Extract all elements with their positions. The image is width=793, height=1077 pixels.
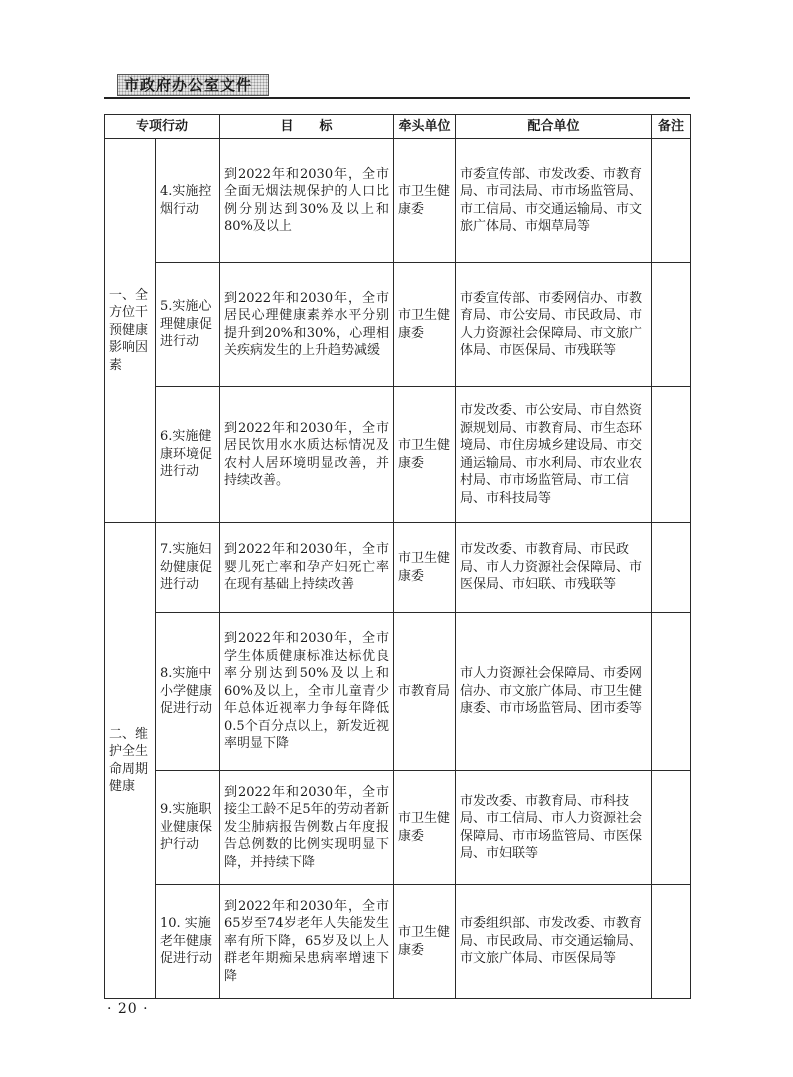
- goal-cell: 到2022年和2030年，全市全面无烟法规保护的人口比例分别达到30%及以上和80%及以上: [220, 139, 394, 263]
- column-header-action: 专项行动: [105, 115, 220, 139]
- goal-cell: 到2022年和2030年，全市学生体质健康标准达标优良率分别达到50%及以上和60%及以上，全市儿童青少年总体近视率力争每年降低0.5个百分点以上，新发近视率明显下降: [220, 613, 394, 771]
- partners-cell: 市发改委、市教育局、市民政局、市人力资源社会保障局、市医保局、市妇联、市残联等: [456, 523, 652, 613]
- partners-cell: 市委宣传部、市发改委、市教育局、市司法局、市市场监管局、市工信局、市交通运输局、市文旅广体局、市烟草局等: [456, 139, 652, 263]
- note-cell: [652, 613, 691, 771]
- lead-cell: 市卫生健康委: [394, 263, 456, 387]
- note-cell: [652, 387, 691, 523]
- table-row: [105, 139, 691, 263]
- action-cell: 6.实施健康环境促进行动: [156, 387, 220, 523]
- lead-cell: 市卫生健康委: [394, 139, 456, 263]
- partners-cell: 市发改委、市公安局、市自然资源规划局、市教育局、市生态环境局、市住房城乡建设局、市交通运输局、市水利局、市农业农村局、市市场监管局、市工信局、市科技局等: [456, 387, 652, 523]
- action-cell: 5.实施心理健康促进行动: [156, 263, 220, 387]
- note-cell: [652, 263, 691, 387]
- goal-cell: 到2022年和2030年，全市居民心理健康素养水平分别提升到20%和30%，心理相关疾病发生的上升趋势减缓: [220, 263, 394, 387]
- category-cell: 一、全方位干预健康影响因素: [105, 139, 156, 523]
- action-cell: 9.实施职业健康保护行动: [156, 771, 220, 885]
- goal-cell: 到2022年和2030年，全市65岁至74岁老年人失能发生率有所下降，65岁及以上人群老年期痴呆患病率增速下降: [220, 885, 394, 999]
- column-header-note: 备注: [652, 115, 691, 139]
- table-row: [105, 263, 691, 387]
- partners-cell: 市人力资源社会保障局、市委网信办、市文旅广体局、市卫生健康委、市市场监管局、团市委等: [456, 613, 652, 771]
- action-cell: 8.实施中小学健康促进行动: [156, 613, 220, 771]
- lead-cell: 市卫生健康委: [394, 771, 456, 885]
- table-row: [105, 523, 691, 613]
- lead-cell: 市卫生健康委: [394, 523, 456, 613]
- partners-cell: 市委宣传部、市委网信办、市教育局、市公安局、市民政局、市人力资源社会保障局、市文旅广体局、市医保局、市残联等: [456, 263, 652, 387]
- goal-cell: 到2022年和2030年，全市居民饮用水水质达标情况及农村人居环境明显改善，并持续改善。: [220, 387, 394, 523]
- partners-cell: 市发改委、市教育局、市科技局、市工信局、市人力资源社会保障局、市市场监管局、市医保局、市妇联等: [456, 771, 652, 885]
- page-number: · 20 ·: [107, 1001, 149, 1017]
- note-cell: [652, 139, 691, 263]
- action-table: [104, 114, 691, 999]
- table-header-row: [105, 115, 691, 139]
- table-row: [105, 885, 691, 999]
- partners-cell: 市委组织部、市发改委、市教育局、市民政局、市交通运输局、市文旅广体局、市医保局等: [456, 885, 652, 999]
- category-cell: 二、维护全生命周期健康: [105, 523, 156, 999]
- action-cell: 10. 实施老年健康促进行动: [156, 885, 220, 999]
- action-cell: 7.实施妇幼健康促进行动: [156, 523, 220, 613]
- note-cell: [652, 523, 691, 613]
- goal-cell: 到2022年和2030年，全市接尘工龄不足5年的劳动者新发尘肺病报告例数占年度报告总例数的比例实现明显下降，并持续下降: [220, 771, 394, 885]
- note-cell: [652, 771, 691, 885]
- column-header-lead: 牵头单位: [394, 115, 456, 139]
- goal-cell: 到2022年和2030年，全市婴儿死亡率和孕产妇死亡率在现有基础上持续改善: [220, 523, 394, 613]
- column-header-goal: 目 标: [220, 115, 394, 139]
- table-row: [105, 613, 691, 771]
- column-header-partners: 配合单位: [456, 115, 652, 139]
- header-rule: [104, 97, 690, 99]
- lead-cell: 市卫生健康委: [394, 387, 456, 523]
- table-row: [105, 387, 691, 523]
- document-header-label: 市政府办公室文件: [117, 74, 269, 96]
- lead-cell: 市教育局: [394, 613, 456, 771]
- note-cell: [652, 885, 691, 999]
- lead-cell: 市卫生健康委: [394, 885, 456, 999]
- table-row: [105, 771, 691, 885]
- action-cell: 4.实施控烟行动: [156, 139, 220, 263]
